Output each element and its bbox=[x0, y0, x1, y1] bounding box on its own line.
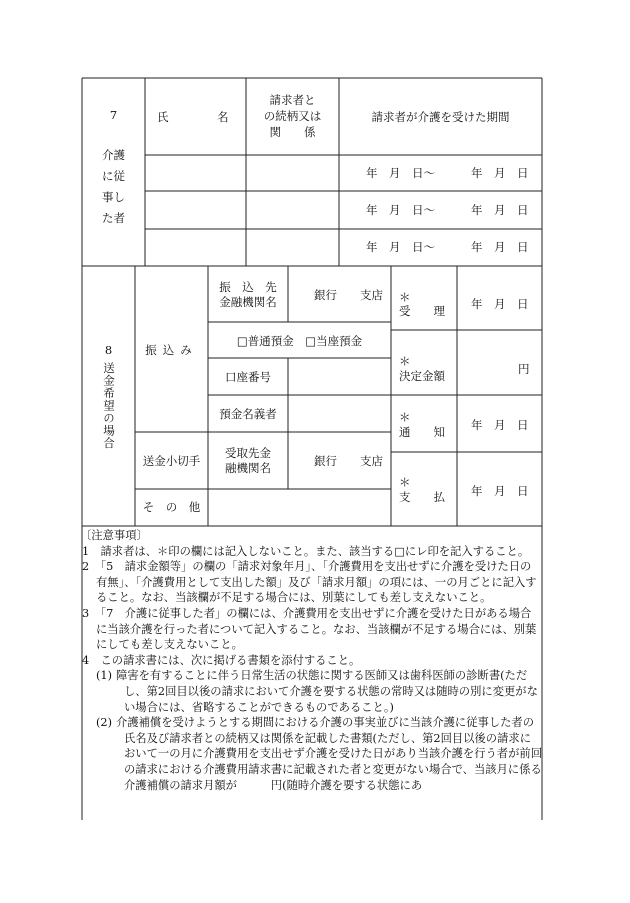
column-period: 請求者が介護を受けた期間 bbox=[371, 110, 510, 124]
period-start-3: 年 月 日～ bbox=[366, 240, 435, 254]
note-item-1: 1 請求者は、＊印の欄には記入しないこと。また、該当する□にレ印を記入すること。 bbox=[82, 544, 530, 558]
office-mark-3: ＊ bbox=[399, 410, 411, 424]
recv-bank-label: 受取先金 融機関名 bbox=[225, 446, 271, 475]
account-number-label: 口座番号 bbox=[225, 370, 271, 384]
recv-bank-value: 銀行 bbox=[314, 454, 337, 468]
note-sub-1: (1) 障害を有することに伴う日常生活の状態に関する医師又は歯科医師の診断書(ただし、第2回目以後の請求において介護を要する状態の常時又は随時の別に変更がない場合には、省略することができるものであること。) bbox=[96, 669, 538, 714]
office-value-amount: 円 bbox=[518, 362, 530, 376]
notes-section bbox=[82, 528, 542, 793]
office-label-receipt: 受 理 bbox=[399, 304, 445, 318]
note-item-4: 4 この請求書には、次に掲げる書類を添付すること。 bbox=[82, 653, 361, 667]
column-relation: 請求者と の続柄又は 関 係 bbox=[263, 93, 322, 139]
section7-number: 7 bbox=[109, 108, 118, 122]
office-value-notice: 年 月 日 bbox=[471, 418, 529, 432]
kogitte-label: 送金小切手 bbox=[142, 454, 201, 468]
note-item-3: 3 「7 介護に従事した者」の欄には、介護費用を支出せずに介護を受けた日がある場合に当該介護を行った者について記入すること。なお、当該欄が不足する場合には、別葉にしても差し支えないこと。 bbox=[82, 606, 537, 652]
furikomi-label: 振込み bbox=[145, 343, 198, 357]
column-name-b: 名 bbox=[217, 110, 229, 124]
note-sub-2: (2) 介護補償を受けようとする期間における介護の事実並びに当該介護に従事した者の氏名及び請求者との続柄又は関係を記載した書類(ただし、第2回目以後の請求において一の月に介護費用を支出せず介護を受けた日があり当該介護を行う者が前回の請求における介護費用請求書に記載された者と変更がない場合で、当該月に係る介護補償の請求月額が 円(随時介護を要する状態にあ bbox=[96, 716, 542, 792]
period-end-2: 年 月 日 bbox=[471, 203, 529, 217]
section8-title: 送金希望の場合 bbox=[102, 362, 116, 450]
other-label: そ の 他 bbox=[142, 500, 201, 514]
period-end-3: 年 月 日 bbox=[471, 240, 529, 254]
bank-label: 振 込 先 金融機関名 bbox=[219, 280, 277, 309]
account-types[interactable]: □普通預金 □当座預金 bbox=[236, 334, 363, 348]
office-value-receipt: 年 月 日 bbox=[471, 297, 529, 311]
office-value-payment: 年 月 日 bbox=[471, 484, 529, 498]
note-item-2: 2 「5 請求金額等」の欄の「請求対象年月」、「介護費用を支出せずに介護を受けた日の有無」、「介護費用として支出した額」及び「請求月額」の項には、一の月ごとに記入すること。なお、当該欄が不足する場合には、別葉にしても差し支えないこと。 bbox=[82, 560, 537, 605]
bank-value: 銀行 bbox=[314, 288, 337, 302]
section7-title: 介護 に従 事し た者 bbox=[102, 148, 125, 225]
notes-heading: 〔注意事項〕 bbox=[80, 529, 148, 542]
section8-number: 8 bbox=[104, 343, 113, 357]
column-name-a: 氏 bbox=[157, 110, 169, 124]
office-label-notice: 通 知 bbox=[399, 425, 445, 439]
recv-branch-value: 支店 bbox=[360, 454, 383, 468]
period-start-1: 年 月 日～ bbox=[366, 166, 435, 180]
account-holder-label: 預金名義者 bbox=[219, 407, 277, 421]
office-mark-2: ＊ bbox=[399, 354, 411, 368]
office-label-payment: 支 払 bbox=[399, 490, 445, 504]
period-start-2: 年 月 日～ bbox=[366, 203, 435, 217]
period-end-1: 年 月 日 bbox=[471, 166, 529, 180]
office-mark-1: ＊ bbox=[399, 290, 411, 304]
branch-value: 支店 bbox=[360, 288, 383, 302]
office-mark-4: ＊ bbox=[399, 475, 411, 489]
office-label-amount: 決定金額 bbox=[399, 369, 445, 383]
